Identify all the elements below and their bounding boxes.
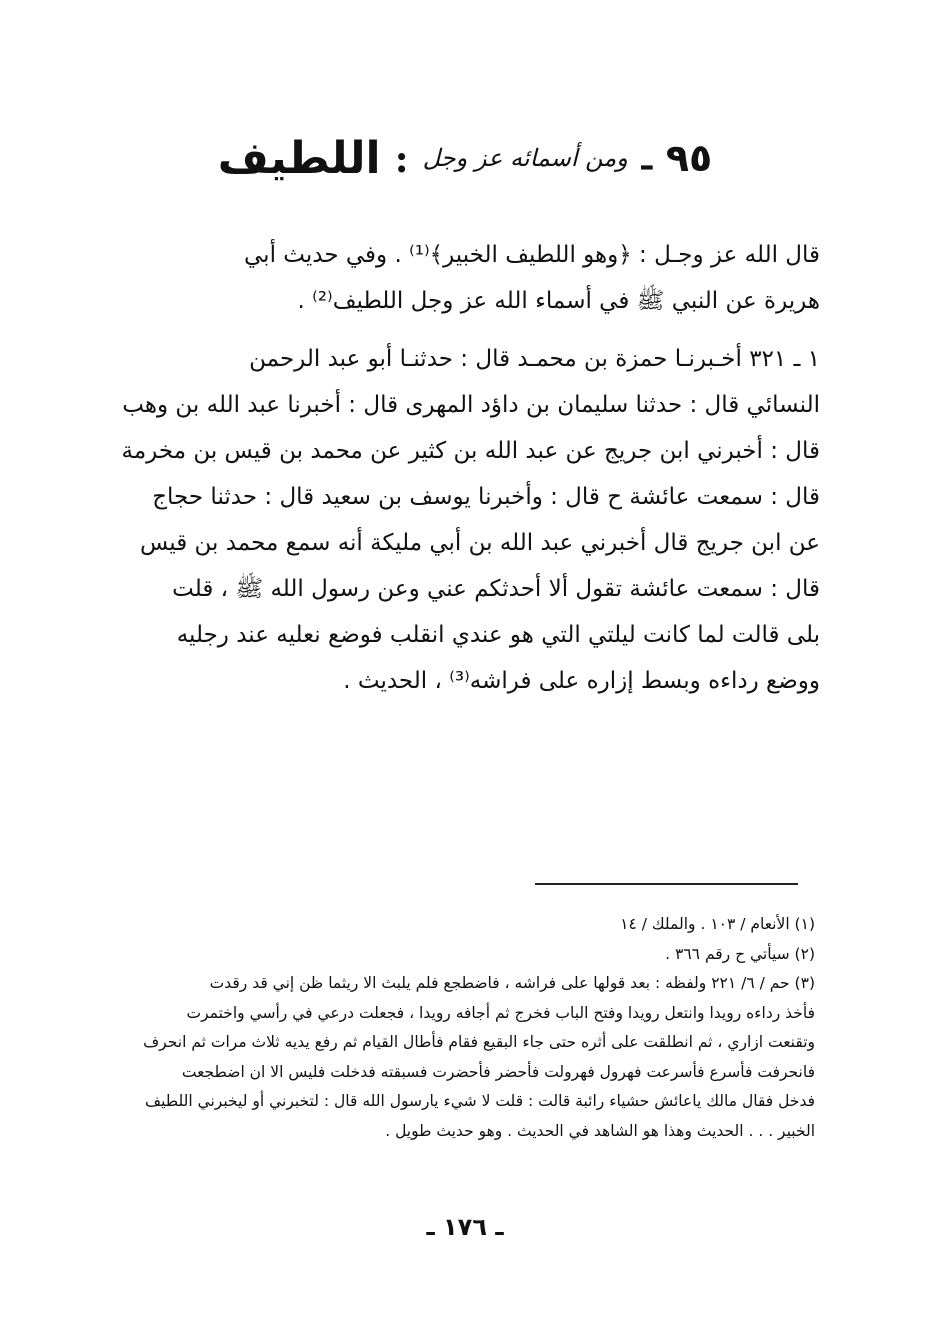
footnote-line: فانحرفت فأسرع فأسرعت فهرول فهرولت فأحضر فأحضرت فسبقته فدخلت فليس الا ان اضطجعت — [181, 1062, 815, 1081]
chapter-colon: : — [394, 135, 409, 181]
hadith-line: قال : سمعت عائشة تقول ألا أحدثكم عني وعن رسول الله ﷺ ، قلت — [172, 576, 820, 602]
footnote-line: فأخذ رداءه رويدا وانتعل رويدا وفتح الباب فخرج ثم أجافه رويدا ، فجعلت درعي في رأسي واختمرت — [186, 1003, 815, 1022]
chapter-phrase: ومن أسمائه عز وجل — [422, 144, 628, 172]
hadith-line: عن ابن جريج قال أخبرني عبد الله بن أبي مليكة أنه سمع محمد بن قيس — [139, 530, 820, 556]
hadith-line: ١ ـ ٣٢١ أخـبرنـا حمزة بن محمـد قال : حدثنـا أبو عبد الرحمن — [249, 346, 820, 372]
chapter-number: ٩٥ — [665, 136, 713, 180]
footnote-line: (١) الأنعام / ١٠٣ . والملك / ١٤ — [620, 915, 815, 933]
hadith-line: النسائي قال : حدثنا سليمان بن داؤد المهرى قال : أخبرنا عبد الله بن وهب — [122, 392, 820, 418]
hadith-line: قال : أخبرني ابن جريج عن عبد الله بن كثير عن محمد بن قيس بن مخرمة — [121, 438, 820, 464]
intro-line: قال الله عز وجـل : ﴿وهو اللطيف الخبير﴾⁽¹⁾ . وفي حديث أبي — [244, 242, 820, 268]
chapter-heading — [120, 118, 810, 198]
footnotes — [105, 910, 815, 1146]
page-number: ـ ١٧٦ ـ — [426, 1213, 504, 1241]
hadith-paragraph — [108, 336, 820, 704]
footnote-line: (٣) حم / ٦/ ٢٢١ ولفظه : بعد قولها على فراشه ، فاضطجع فلم يلبث الا ريثما ظن إني قد رقدت — [209, 974, 815, 992]
chapter-title: اللطيف — [217, 132, 381, 184]
footnote-line: وتقنعت ازاري ، ثم انطلقت على أثره حتى جاء البقيع فقام فأطال القيام ثم رفع يديه ثلاث مرات ثم انحرف — [143, 1033, 815, 1051]
hadith-line: بلى قالت لما كانت ليلتي التي هو عندي انقلب فوضع نعليه عند رجليه — [176, 622, 820, 648]
hadith-line: قال : سمعت عائشة ح قال : وأخبرنا يوسف بن سعيد قال : حدثنا حجاج — [152, 484, 820, 510]
footnote-divider — [535, 883, 798, 885]
chapter-dash: ـ — [641, 138, 652, 178]
footnote-line: الخبير . . . الحديث وهذا هو الشاهد في الحديث . وهو حديث طويل . — [385, 1121, 815, 1140]
hadith-line: ووضع رداءه وبسط إزاره على فراشه⁽³⁾ ، الحديث . — [343, 668, 820, 694]
intro-line: هريرة عن النبي ﷺ في أسماء الله عز وجل اللطيف⁽²⁾ . — [297, 288, 820, 314]
intro-paragraph — [108, 232, 820, 324]
footnote-line: فدخل فقال مالك ياعائش حشياء رائبة قالت : قلت لا شيء يارسول الله قال : لتخبرني أو ليخبرني اللطيف — [145, 1092, 815, 1110]
footnote-line: (٢) سيأتي ح رقم ٣٦٦ . — [665, 944, 815, 963]
